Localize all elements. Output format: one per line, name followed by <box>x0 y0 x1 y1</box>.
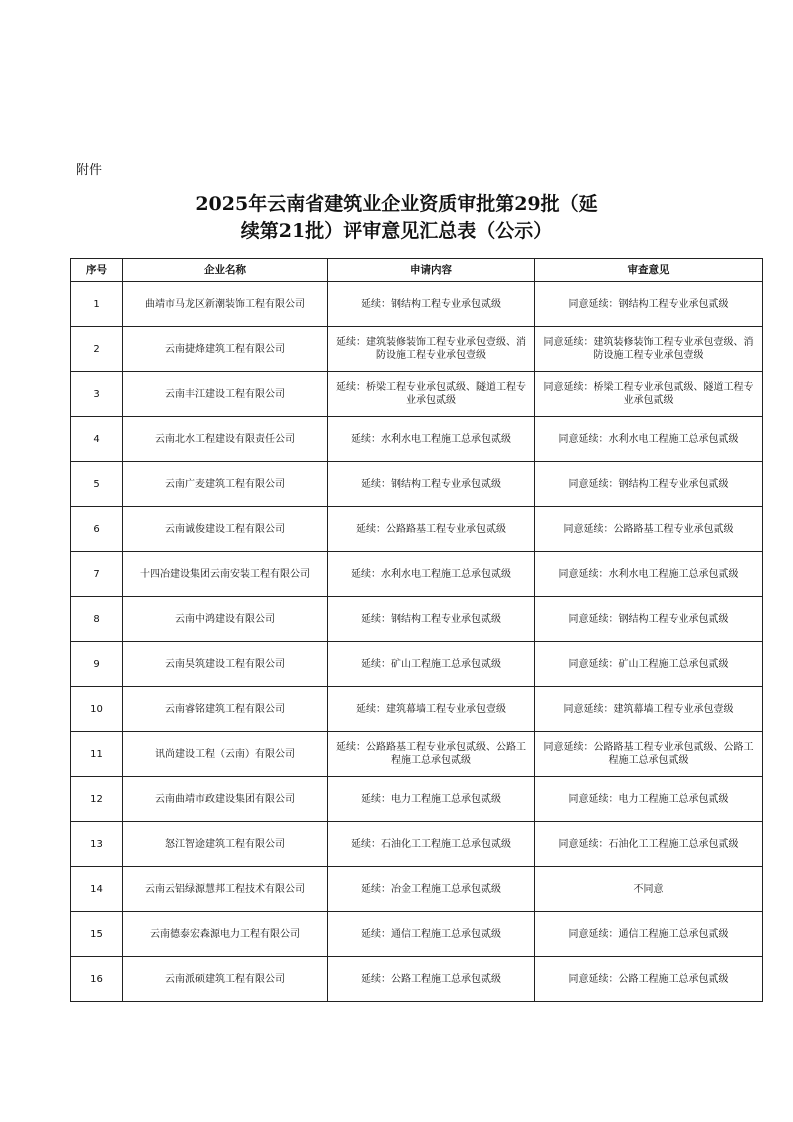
table-row <box>71 867 763 912</box>
cell-application: 延续：通信工程施工总承包贰级 <box>328 912 535 957</box>
cell-company: 云南捷烽建筑工程有限公司 <box>123 327 328 372</box>
table-row <box>71 282 763 327</box>
cell-application: 延续：建筑幕墙工程专业承包壹级 <box>328 687 535 732</box>
cell-opinion: 同意延续：水利水电工程施工总承包贰级 <box>535 417 763 462</box>
cell-opinion: 同意延续：钢结构工程专业承包贰级 <box>535 282 763 327</box>
cell-company: 云南昊筑建设工程有限公司 <box>123 642 328 687</box>
cell-application: 延续：水利水电工程施工总承包贰级 <box>328 552 535 597</box>
title-line-2: 续第21批）评审意见汇总表（公示） <box>240 220 553 242</box>
cell-application: 延续：钢结构工程专业承包贰级 <box>328 462 535 507</box>
cell-no: 7 <box>71 552 123 597</box>
table-row <box>71 372 763 417</box>
review-summary-table <box>70 258 763 1002</box>
header-no: 序号 <box>71 259 123 282</box>
cell-company: 讯尚建设工程（云南）有限公司 <box>123 732 328 777</box>
table-row <box>71 507 763 552</box>
cell-application: 延续：水利水电工程施工总承包贰级 <box>328 417 535 462</box>
attachment-label: 附件 <box>76 163 103 178</box>
table-row <box>71 687 763 732</box>
cell-opinion: 同意延续：桥梁工程专业承包贰级、隧道工程专业承包贰级 <box>535 372 763 417</box>
cell-company: 曲靖市马龙区新潮装饰工程有限公司 <box>123 282 328 327</box>
table-row <box>71 642 763 687</box>
header-company: 企业名称 <box>123 259 328 282</box>
cell-opinion: 同意延续：矿山工程施工总承包贰级 <box>535 642 763 687</box>
cell-opinion: 同意延续：公路工程施工总承包贰级 <box>535 957 763 1002</box>
cell-company: 云南丰江建设工程有限公司 <box>123 372 328 417</box>
cell-opinion: 同意延续：石油化工工程施工总承包贰级 <box>535 822 763 867</box>
cell-company: 云南诚俊建设工程有限公司 <box>123 507 328 552</box>
cell-opinion: 同意延续：钢结构工程专业承包贰级 <box>535 597 763 642</box>
cell-company: 云南派硕建筑工程有限公司 <box>123 957 328 1002</box>
cell-no: 2 <box>71 327 123 372</box>
cell-no: 5 <box>71 462 123 507</box>
cell-no: 11 <box>71 732 123 777</box>
cell-company: 怒江智途建筑工程有限公司 <box>123 822 328 867</box>
cell-company: 云南睿铭建筑工程有限公司 <box>123 687 328 732</box>
cell-no: 1 <box>71 282 123 327</box>
table-row <box>71 417 763 462</box>
document-title <box>0 191 793 245</box>
cell-application: 延续：电力工程施工总承包贰级 <box>328 777 535 822</box>
cell-opinion: 同意延续：公路路基工程专业承包贰级 <box>535 507 763 552</box>
cell-company: 云南中鸿建设有限公司 <box>123 597 328 642</box>
cell-company: 十四冶建设集团云南安装工程有限公司 <box>123 552 328 597</box>
cell-no: 14 <box>71 867 123 912</box>
cell-opinion: 同意延续：公路路基工程专业承包贰级、公路工程施工总承包贰级 <box>535 732 763 777</box>
cell-company: 云南云铝绿源慧邦工程技术有限公司 <box>123 867 328 912</box>
table-row <box>71 552 763 597</box>
cell-company: 云南广麦建筑工程有限公司 <box>123 462 328 507</box>
cell-no: 13 <box>71 822 123 867</box>
cell-opinion: 同意延续：电力工程施工总承包贰级 <box>535 777 763 822</box>
header-opinion: 审查意见 <box>535 259 763 282</box>
table-row <box>71 777 763 822</box>
cell-no: 6 <box>71 507 123 552</box>
table-row <box>71 597 763 642</box>
cell-application: 延续：建筑装修装饰工程专业承包壹级、消防设施工程专业承包壹级 <box>328 327 535 372</box>
table-header-row <box>71 259 763 282</box>
table-row <box>71 912 763 957</box>
cell-company: 云南德泰宏森源电力工程有限公司 <box>123 912 328 957</box>
cell-application: 延续：冶金工程施工总承包贰级 <box>328 867 535 912</box>
cell-application: 延续：石油化工工程施工总承包贰级 <box>328 822 535 867</box>
table-row <box>71 732 763 777</box>
cell-application: 延续：桥梁工程专业承包贰级、隧道工程专业承包贰级 <box>328 372 535 417</box>
cell-no: 9 <box>71 642 123 687</box>
cell-no: 3 <box>71 372 123 417</box>
cell-application: 延续：钢结构工程专业承包贰级 <box>328 597 535 642</box>
header-application: 申请内容 <box>328 259 535 282</box>
cell-company: 云南北水工程建设有限责任公司 <box>123 417 328 462</box>
cell-no: 15 <box>71 912 123 957</box>
table-row <box>71 327 763 372</box>
cell-application: 延续：公路工程施工总承包贰级 <box>328 957 535 1002</box>
table-row <box>71 822 763 867</box>
title-line-1: 2025年云南省建筑业企业资质审批第29批（延 <box>195 193 598 215</box>
cell-opinion: 同意延续：通信工程施工总承包贰级 <box>535 912 763 957</box>
table-row <box>71 462 763 507</box>
cell-no: 12 <box>71 777 123 822</box>
cell-opinion: 同意延续：水利水电工程施工总承包贰级 <box>535 552 763 597</box>
cell-company: 云南曲靖市政建设集团有限公司 <box>123 777 328 822</box>
cell-application: 延续：矿山工程施工总承包贰级 <box>328 642 535 687</box>
cell-no: 4 <box>71 417 123 462</box>
cell-application: 延续：公路路基工程专业承包贰级、公路工程施工总承包贰级 <box>328 732 535 777</box>
cell-no: 8 <box>71 597 123 642</box>
cell-opinion: 同意延续：建筑幕墙工程专业承包壹级 <box>535 687 763 732</box>
cell-opinion: 不同意 <box>535 867 763 912</box>
cell-opinion: 同意延续：钢结构工程专业承包贰级 <box>535 462 763 507</box>
cell-application: 延续：公路路基工程专业承包贰级 <box>328 507 535 552</box>
cell-opinion: 同意延续：建筑装修装饰工程专业承包壹级、消防设施工程专业承包壹级 <box>535 327 763 372</box>
cell-no: 10 <box>71 687 123 732</box>
cell-no: 16 <box>71 957 123 1002</box>
cell-application: 延续：钢结构工程专业承包贰级 <box>328 282 535 327</box>
table-row <box>71 957 763 1002</box>
